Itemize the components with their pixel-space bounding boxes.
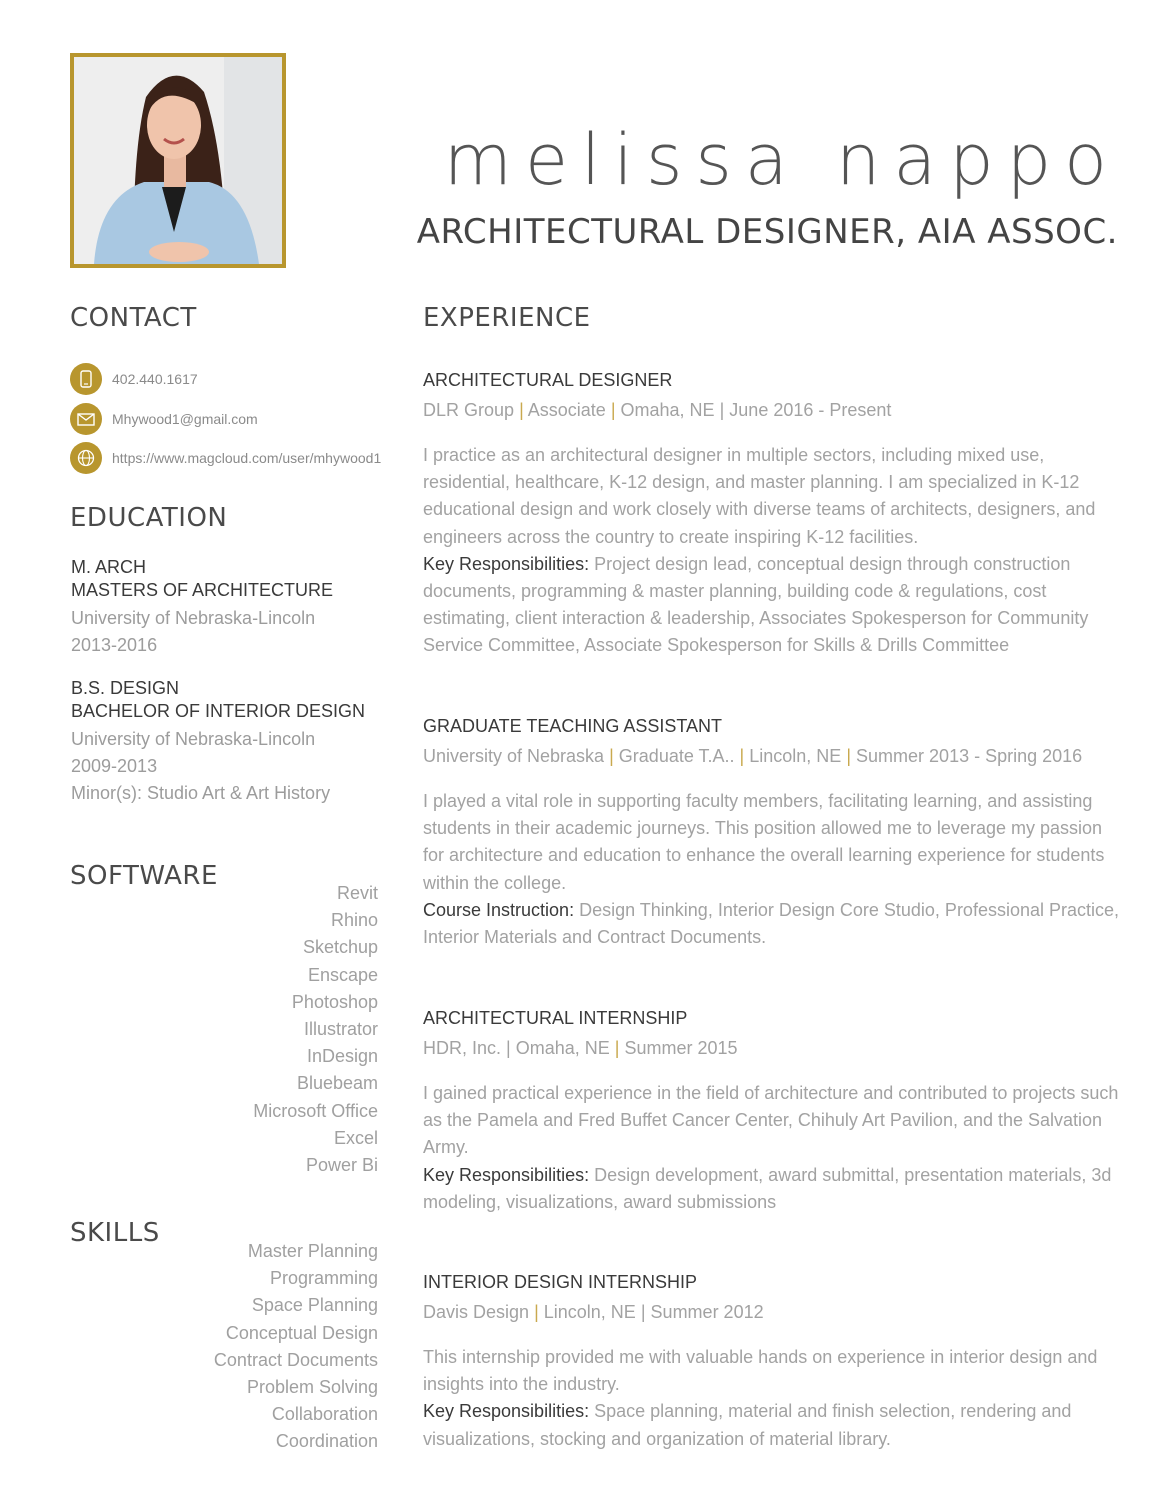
key-text: Design Thinking, Interior Design Core Studio, Professional Practice, Interior Materials and Contract Documents. [423,899,1120,948]
key-text: Project design lead, conceptual design through construction documents, programming & master planning, building code & regulations, cost estimating, client interaction & leadership, Associates Spokesperson for Community Service Committee, Associate Spokesperson for Skills & Drills Committee [423,553,1089,656]
experience-job-title: INTERIOR DESIGN INTERNSHIP [423,1272,698,1292]
meta-role: Graduate T.A.. [618,746,735,766]
skill-item: Master Planning [247,1241,378,1261]
experience-desc-text: This internship provided me with valuable hands on experience in interior design and insights into the industry. [423,1347,1098,1395]
meta-separator: | [506,1038,511,1058]
software-item: InDesign [306,1046,378,1067]
email-link[interactable]: Mhywood1@gmail.com [112,411,258,427]
experience-meta [423,396,1123,424]
software-item: Rhino [330,910,378,931]
experience-desc-text: I gained practical experience in the field of architecture and contributed to projects such as the Pamela and Fred Buffet Cancer Center, Chihuly Art Pavilion, and the Salvation Army. [423,1083,1119,1158]
meta-org: Davis Design [423,1302,530,1322]
edu-degree-1-name: MASTERS OF ARCHITECTURE [71,580,334,600]
experience-desc-text: I played a vital role in supporting faculty members, facilitating learning, and assisting students in their academic journeys. This position allowed me to leverage my passion for architecture and education to enhance the overall learning experience for students within the college. [423,791,1105,893]
meta-separator: | [519,400,524,420]
meta-org: DLR Group [423,400,515,420]
experience-job-title: GRADUATE TEACHING ASSISTANT [423,716,723,736]
contact-phone [70,363,198,395]
experience-heading: EXPERIENCE [423,303,591,333]
globe-icon [70,442,102,474]
key-label: Course Instruction: [423,899,575,920]
software-item: Microsoft Office [253,1100,378,1121]
software-item: Power Bi [305,1155,378,1176]
meta-role: Associate [527,400,606,420]
mail-icon [70,403,102,435]
experience-entry [423,1270,1123,1453]
meta-separator: | [534,1302,539,1322]
experience-description [423,442,1123,660]
software-heading: SOFTWARE [70,861,218,891]
resume-name: melissa nappo [443,119,1120,201]
phone-number: 402.440.1617 [112,371,198,387]
contact-website [70,442,381,474]
experience-meta [423,1034,1123,1062]
edu-minor-2: Minor(s): Studio Art & Art History [71,783,331,803]
skill-item: Problem Solving [246,1377,378,1398]
meta-dates: Summer 2013 - Spring 2016 [856,746,1083,766]
key-label: Key Responsibilities: [423,1164,590,1185]
website-link[interactable]: https://www.magcloud.com/user/mhywood1 [112,450,382,466]
meta-org: University of Nebraska [423,746,605,766]
edu-school-1: University of Nebraska-Lincoln [71,608,316,628]
meta-separator: | [614,1038,620,1058]
edu-degree-2-name: BACHELOR OF INTERIOR DESIGN [71,701,366,721]
meta-dates: Summer 2015 [624,1038,738,1058]
software-item: Revit [336,883,378,903]
meta-location: Omaha, NE [620,400,715,420]
software-item: Excel [333,1127,378,1148]
experience-entry [423,1006,1123,1216]
key-label: Key Responsibilities: [423,553,590,574]
skill-item: Coordination [275,1431,378,1452]
meta-separator: | [640,1302,646,1322]
software-item: Enscape [307,964,378,985]
experience-description [423,788,1123,951]
profile-photo [70,53,286,268]
phone-icon [70,363,102,395]
meta-dates: Summer 2012 [650,1302,764,1322]
edu-years-2: 2009-2013 [71,756,158,776]
meta-location: Lincoln, NE [543,1302,636,1322]
skill-item: Contract Documents [213,1349,378,1370]
experience-entry [423,714,1123,951]
key-text: Design development, award submittal, presentation materials, 3d modeling, visualizations, award submissions [423,1164,1112,1212]
software-list [253,880,378,1179]
portrait-image [74,57,282,264]
meta-separator: | [846,746,852,766]
contact-email [70,403,258,435]
edu-school-2: University of Nebraska-Lincoln [71,729,316,749]
skill-item: Collaboration [271,1404,378,1425]
meta-separator: | [739,746,745,766]
software-item: Illustrator [303,1019,378,1040]
skills-heading: SKILLS [70,1218,160,1248]
experience-desc-text: I practice as an architectural designer in multiple sectors, including mixed use, residential, healthcare, K-12 design, and master planning. I am specialized in K-12 educational design and work closely with diverse teams of architects, designers, and engineers across the country to create inspiring K-12 facilities. [423,445,1096,547]
contact-heading: CONTACT [70,303,197,333]
experience-description [423,1344,1123,1453]
education-heading: EDUCATION [70,503,228,533]
meta-separator: | [609,746,614,766]
experience-meta [423,742,1123,770]
skill-item: Space Planning [251,1295,378,1316]
meta-org: HDR, Inc. [423,1038,502,1058]
experience-entry [423,368,1123,660]
software-item: Photoshop [291,991,378,1012]
meta-location: Lincoln, NE [749,746,842,766]
edu-years-1: 2013-2016 [71,635,158,655]
meta-separator: | [610,400,616,420]
meta-separator: | [719,400,725,420]
experience-job-title: ARCHITECTURAL DESIGNER [423,370,673,390]
experience-description [423,1080,1123,1216]
key-text: Space planning, material and finish selection, rendering and visualizations, stocking and organization of material library. [423,1401,1072,1449]
experience-meta [423,1298,1123,1326]
meta-dates: June 2016 - Present [729,400,892,420]
skills-list [214,1238,378,1456]
edu-degree-1-abbrev: M. ARCH [71,557,147,577]
edu-degree-2-abbrev: B.S. DESIGN [71,678,180,698]
key-label: Key Responsibilities: [423,1401,590,1422]
skill-item: Programming [269,1268,378,1289]
meta-location: Omaha, NE [515,1038,610,1058]
job-title-header: ARCHITECTURAL DESIGNER, AIA ASSOC. [416,212,1118,252]
skill-item: Conceptual Design [225,1322,378,1343]
experience-job-title: ARCHITECTURAL INTERNSHIP [423,1008,688,1028]
software-item: Sketchup [302,937,378,958]
software-item: Bluebeam [296,1073,378,1094]
